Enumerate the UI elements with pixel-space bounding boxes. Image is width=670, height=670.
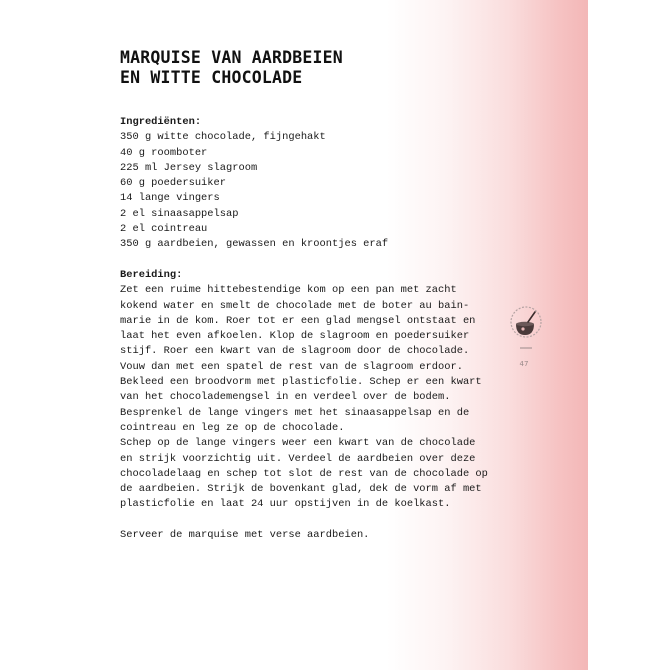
spacer (120, 253, 520, 268)
recipe-title-line-1: MARQUISE VAN AARDBEIEN (120, 48, 343, 67)
ingredient-item: 14 lange vingers (120, 192, 220, 205)
ingredient-item: 60 g poedersuiker (120, 177, 227, 190)
method-line: de aardbeien. Strijk de bovenkant glad, dek de vorm af met (120, 483, 482, 496)
recipe-title (120, 48, 343, 88)
ingredients-heading: Ingrediënten: (120, 116, 202, 128)
ingredient-item: 2 el sinaasappelsap (120, 207, 239, 220)
method-line: Zet een ruime hittebestendige kom op een pan met zacht (120, 284, 457, 297)
ingredient-item: 2 el cointreau (120, 223, 208, 236)
book-page (84, 0, 588, 670)
method-line: marie in de kom. Roer tot er een glad mengsel ontstaat en (120, 314, 476, 327)
method-line: Bekleed een broodvorm met plasticfolie. Schep er een kwart (120, 376, 482, 389)
serving-note: Serveer de marquise met verse aardbeien. (120, 529, 370, 542)
ingredient-item: 350 g aardbeien, gewassen en kroontjes eraf (120, 238, 389, 251)
ingredient-list (120, 130, 520, 252)
method-line: plasticfolie en laat 24 uur opstijven in de koelkast. (120, 498, 451, 511)
page-number: 47 (519, 360, 529, 368)
recipe-title-line-2: EN WITTE CHOCOLADE (120, 68, 303, 87)
cooking-pot-icon (504, 300, 544, 356)
method-text (120, 283, 520, 512)
ingredient-item: 225 ml Jersey slagroom (120, 161, 258, 174)
method-line: Vouw dan met een spatel de rest van de slagroom erdoor. (120, 360, 463, 373)
method-line: chocoladelaag en schep tot slot de rest van de chocolade op (120, 467, 488, 480)
method-line: kokend water en smelt de chocolade met de boter au bain- (120, 299, 470, 312)
ingredient-item: 350 g witte chocolade, fijngehakt (120, 131, 326, 144)
recipe-body (120, 115, 520, 543)
method-line: stijf. Roer een kwart van de slagroom door de chocolade. (120, 345, 470, 358)
method-line: en strijk voorzichtig uit. Verdeel de aardbeien over deze (120, 452, 476, 465)
ingredient-item: 40 g roomboter (120, 146, 208, 159)
method-line: Schep op de lange vingers weer een kwart van de chocolade (120, 437, 476, 450)
method-line: laat het even afkoelen. Klop de slagroom en poedersuiker (120, 330, 470, 343)
spacer (120, 513, 520, 528)
method-line: van het chocolademengsel in en verdeel over de bodem. (120, 391, 451, 404)
method-heading: Bereiding: (120, 268, 183, 281)
method-line: Besprenkel de lange vingers met het sinaasappelsap en de (120, 406, 470, 419)
method-line: cointreau en leg ze op de chocolade. (120, 421, 345, 434)
page-marker (504, 300, 544, 380)
